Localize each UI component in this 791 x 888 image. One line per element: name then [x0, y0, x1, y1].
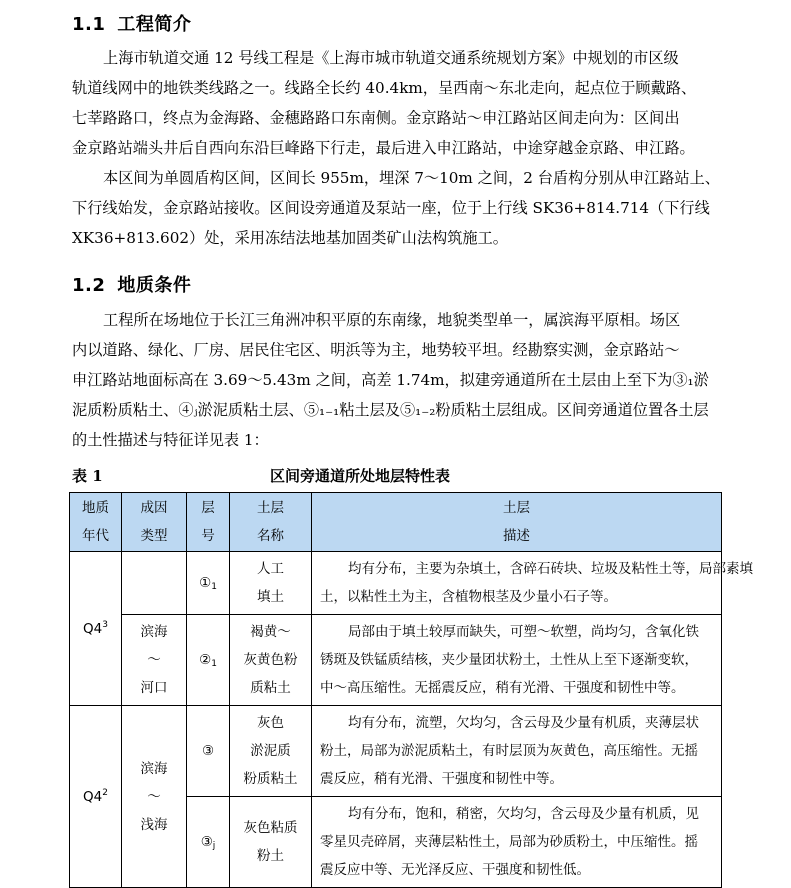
text-line: 的土性描述与特征详见表 1： — [72, 431, 269, 449]
name-cell: 灰色粘质 粉土 — [230, 797, 312, 888]
text-line: 本区间为单圆盾构区间，区间长 955m，埋深 7～10m 之间，2 台盾构分别从申江路站上、 — [103, 169, 720, 187]
text-line: 内以道路、绿化、厂房、居民住宅区、明浜等为主，地势较平坦。经勘察实测，金京路站～ — [72, 341, 680, 359]
name-cell: 褐黄～ 灰黄色粉 质粘土 — [230, 615, 312, 706]
header-name: 土层 名称 — [230, 493, 312, 552]
header-cause: 成因 类型 — [122, 493, 187, 552]
table-title: 区间旁通道所处地层特性表 — [270, 467, 451, 485]
section-number: 1.2 — [72, 275, 106, 296]
desc-cell: 均有分布，流塑，欠均匀，含云母及少量有机质，夹薄层状 粉土，局部为淤泥质粘土，有时层顶为灰黄色，高压缩性。无摇 震反应，稍有光滑、干强度和韧性中等。 — [312, 706, 722, 797]
section-1-1-body — [72, 43, 720, 253]
table-row — [70, 552, 722, 615]
table-row — [70, 706, 722, 797]
soil-properties-table — [69, 492, 753, 888]
table-header-row — [70, 493, 722, 552]
paragraph — [72, 305, 720, 335]
section-number: 1.1 — [72, 14, 106, 35]
text-line: 申江路站地面标高在 3.69～5.43m 之间，高差 1.74m，拟建旁通道所在土层由上至下为③₁淤 — [72, 371, 709, 389]
text-line: 轨道线网中的地铁类线路之一。线路全长约 40.4km，呈西南～东北走向，起点位于顾戴路、 — [72, 79, 697, 97]
text-line: XK36+813.602）处，采用冻结法地基加固类矿山法构筑施工。 — [72, 229, 508, 247]
desc-cell: 均有分布，主要为杂填土，含碎石砖块、垃圾及粘性土等，局部素填 土，以粘性土为主，含植物根茎及少量小石子等。 — [312, 552, 722, 615]
paragraph — [72, 43, 720, 73]
table-number: 表 1 — [72, 467, 103, 485]
name-cell: 人工 填土 — [230, 552, 312, 615]
header-era: 地质 年代 — [70, 493, 122, 552]
section-heading-1-2 — [72, 271, 191, 297]
text-line: 下行线始发，金京路站接收。区间设旁通道及泵站一座，位于上行线 SK36+814.714（下行线 — [72, 199, 710, 217]
cause-cell: 滨海 ～ 浅海 — [122, 706, 187, 888]
section-heading-1-1 — [72, 10, 191, 36]
cause-cell — [122, 552, 187, 615]
table-row — [70, 615, 722, 706]
layer-cell: $③_j$ — [187, 797, 230, 888]
paragraph — [72, 163, 720, 193]
header-desc: 土层 描述 — [312, 493, 722, 552]
era-cell: $Q4^2$ — [70, 706, 122, 888]
header-layer: 层 号 — [187, 493, 230, 552]
text-line: 金京路站端头井后自西向东沿巨峰路下行走，最后进入申江路站，中途穿越金京路、申江路。 — [72, 139, 695, 157]
name-cell: 灰色 淤泥质 粉质粘土 — [230, 706, 312, 797]
desc-cell: 均有分布，饱和，稍密，欠均匀，含云母及少量有机质，见 零星贝壳碎屑，夹薄层粘性土，局部为砂质粉土，中压缩性。摇 震反应中等、无光泽反应、干强度和韧性低。 — [312, 797, 722, 888]
section-1-2-body — [72, 305, 720, 455]
text-line: 七莘路路口，终点为金海路、金穗路路口东南侧。金京路站～申江路站区间走向为：区间出 — [72, 109, 680, 127]
table-caption — [72, 465, 720, 487]
cause-cell: 滨海 ～ 河口 — [122, 615, 187, 706]
section-title: 工程简介 — [117, 14, 192, 35]
text-line: 工程所在场地位于长江三角洲冲积平原的东南缘，地貌类型单一，属滨海平原相。场区 — [103, 311, 681, 329]
desc-cell: 局部由于填土较厚而缺失，可塑～软塑，尚均匀，含氧化铁 锈斑及铁锰质结核，夹少量团状粉土，土性从上至下逐渐变软， 中～高压缩性。无摇震反应，稍有光滑、干强度和韧性中等。 — [312, 615, 722, 706]
layer-cell: $①_1$ — [187, 552, 230, 615]
layer-cell: ③ — [187, 706, 230, 797]
text-line: 泥质粉质粘土、④ⱼ淤泥质粘土层、⑤₁₋₁粘土层及⑤₁₋₂粉质粘土层组成。区间旁通道位置各土层 — [72, 401, 709, 419]
era-cell: $Q4^3$ — [70, 552, 122, 706]
section-title: 地质条件 — [117, 275, 192, 296]
text-line: 上海市轨道交通 12 号线工程是《上海市城市轨道交通系统规划方案》中规划的市区级 — [103, 49, 679, 67]
layer-cell: $②_1$ — [187, 615, 230, 706]
